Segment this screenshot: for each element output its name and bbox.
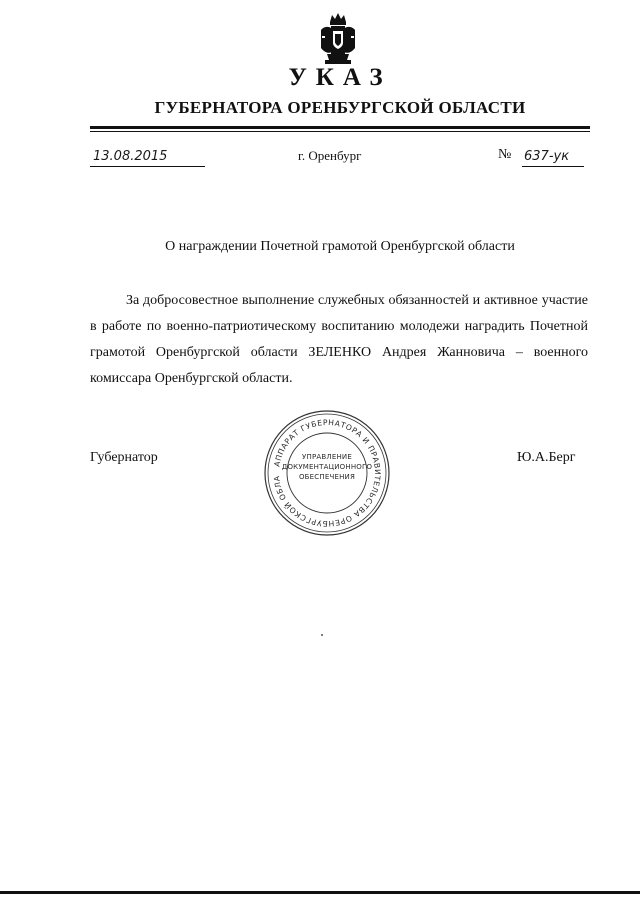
signatory-name: Ю.А.Берг — [517, 450, 576, 465]
header-rule-thick — [90, 126, 590, 129]
footer-rule — [0, 891, 640, 894]
decree-body: За добросовестное выполнение служебных обязанностей и активное участие в работе по военно-патриотическому воспитанию молодежи наградить Почетной грамотой Оренбургской области ЗЕЛЕНКО Андрея Жанновича – военного комиссара Оренбургской области. — [90, 293, 588, 386]
decree-title: УКАЗ — [288, 64, 392, 91]
seal-ring-text: АППАРАТ ГУБЕРНАТОРА И ПРАВИТЕЛЬСТВА ОРЕНБУРГСКОЙ ОБЛА — [272, 417, 383, 529]
authority-title: ГУБЕРНАТОРА ОРЕНБУРГСКОЙ ОБЛАСТИ — [154, 98, 526, 117]
decree-date-field — [90, 149, 205, 167]
decree-number: 637-ук — [524, 149, 570, 164]
scan-speck — [321, 634, 323, 636]
decree-number-field — [522, 149, 584, 167]
decree-city: г. Оренбург — [298, 148, 362, 163]
signatory-role: Губернатор — [90, 450, 158, 465]
seal-inner-text: УПРАВЛЕНИЕ ДОКУМЕНТАЦИОННОГО ОБЕСПЕЧЕНИЯ — [281, 453, 373, 481]
official-seal — [262, 408, 392, 538]
number-sign: № — [498, 147, 512, 162]
decree-date: 13.08.2015 — [93, 149, 168, 164]
header-rule-thin — [90, 131, 590, 132]
coat-of-arms-icon — [318, 12, 358, 66]
decree-subject: О награждении Почетной грамотой Оренбургской области — [165, 239, 515, 254]
